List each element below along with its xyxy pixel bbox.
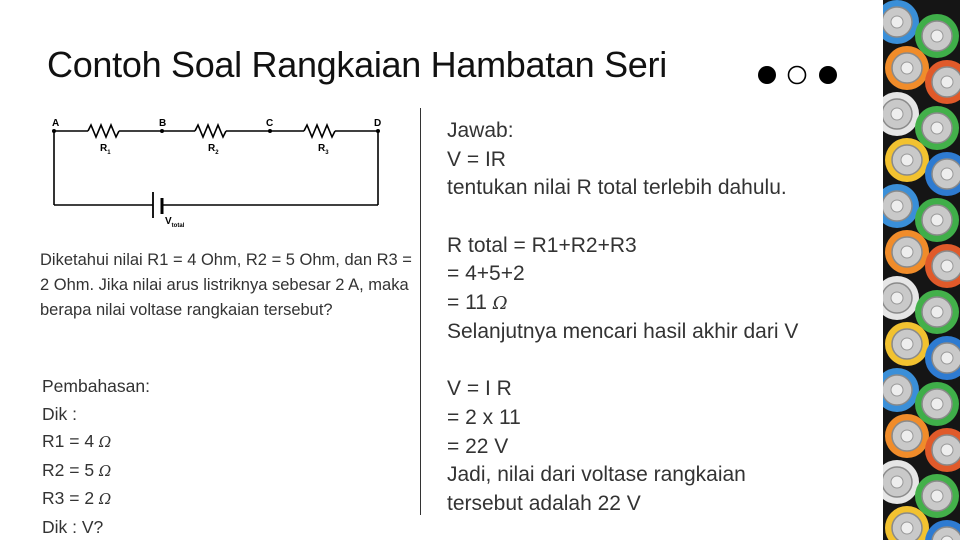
- given-r1: R1 = 4 Ω: [42, 428, 150, 457]
- dot-filled-2: [819, 66, 837, 84]
- battery-nub: [931, 306, 943, 318]
- dot-empty: [789, 67, 806, 84]
- battery-nub: [931, 398, 943, 410]
- node-b-dot: [160, 129, 164, 133]
- battery-nub: [931, 490, 943, 502]
- given-r3: R3 = 2 Ω: [42, 485, 150, 514]
- given-r2: R2 = 5 Ω: [42, 457, 150, 486]
- battery-nub: [901, 338, 913, 350]
- series-circuit-diagram: [40, 110, 400, 240]
- ohm-symbol: Ω: [99, 490, 111, 508]
- answer-line-3: tentukan nilai R total terlebih dahulu.: [447, 174, 798, 203]
- battery-nub: [931, 214, 943, 226]
- battery-nub: [931, 122, 943, 134]
- answer-spacer-1: [447, 203, 798, 232]
- pembahasan-heading: Pembahasan:: [42, 373, 150, 401]
- battery-nub: [941, 76, 953, 88]
- slide-title: Contoh Soal Rangkaian Hambatan Seri: [47, 44, 667, 86]
- answer-line-2: V = IR: [447, 146, 798, 175]
- node-a-label: A: [52, 118, 59, 129]
- battery-nub: [931, 30, 943, 42]
- battery-nub: [941, 444, 953, 456]
- ohm-symbol: Ω: [493, 293, 508, 314]
- node-c-dot: [268, 129, 272, 133]
- battery-nub: [901, 246, 913, 258]
- battery-photo-strip: [883, 0, 960, 540]
- slide-dots: [755, 62, 845, 88]
- answer-line-1: Jawab:: [447, 117, 798, 146]
- answer-line-12: = 22 V: [447, 433, 798, 462]
- battery-nub: [901, 154, 913, 166]
- column-divider: [420, 108, 421, 515]
- ohm-symbol: Ω: [99, 433, 111, 451]
- problem-statement: [40, 248, 420, 323]
- node-c-label: C: [266, 118, 273, 129]
- battery-nub: [901, 62, 913, 74]
- battery-nub: [941, 260, 953, 272]
- battery-nub: [941, 168, 953, 180]
- answer-line-11: = 2 x 11: [447, 404, 798, 433]
- dot-filled-1: [758, 66, 776, 84]
- ohm-symbol: Ω: [99, 462, 111, 480]
- source-label: $V_{total}$: [165, 216, 185, 229]
- battery-nub: [891, 200, 903, 212]
- pembahasan-block: [42, 373, 150, 541]
- battery-nub: [901, 522, 913, 534]
- answer-line-10: V = I R: [447, 375, 798, 404]
- resistor-label-r3: $R_3$: [318, 143, 329, 156]
- node-a-dot: [52, 129, 56, 133]
- battery-nub: [891, 476, 903, 488]
- resistor-label-r2: $R_2$: [208, 143, 219, 156]
- battery-nub: [891, 292, 903, 304]
- battery-nub: [891, 16, 903, 28]
- answer-line-7: = 11 Ω: [447, 289, 798, 318]
- question-line: Dik : V?: [42, 514, 150, 541]
- resistor-label-r1: $R_1$: [100, 143, 111, 156]
- battery-nub: [901, 430, 913, 442]
- node-d-label: D: [374, 118, 381, 129]
- answer-block: [447, 117, 798, 519]
- node-d-dot: [376, 129, 380, 133]
- answer-line-13: Jadi, nilai dari voltase rangkaian: [447, 461, 798, 490]
- battery-nub: [891, 108, 903, 120]
- answer-line-8: Selanjutnya mencari hasil akhir dari V: [447, 318, 798, 347]
- dik-label: Dik :: [42, 401, 150, 429]
- answer-line-14: tersebut adalah 22 V: [447, 490, 798, 519]
- problem-text: Diketahui nilai R1 = 4 Ohm, R2 = 5 Ohm, dan R3 = 2 Ohm. Jika nilai arus listriknya sebesar 2 A, maka berapa nilai voltase rangkaian tersebut?: [40, 248, 420, 323]
- battery-nub: [891, 384, 903, 396]
- answer-line-6: = 4+5+2: [447, 260, 798, 289]
- answer-line-5: R total = R1+R2+R3: [447, 232, 798, 261]
- node-b-label: B: [159, 118, 166, 129]
- battery-nub: [941, 352, 953, 364]
- answer-spacer-2: [447, 347, 798, 376]
